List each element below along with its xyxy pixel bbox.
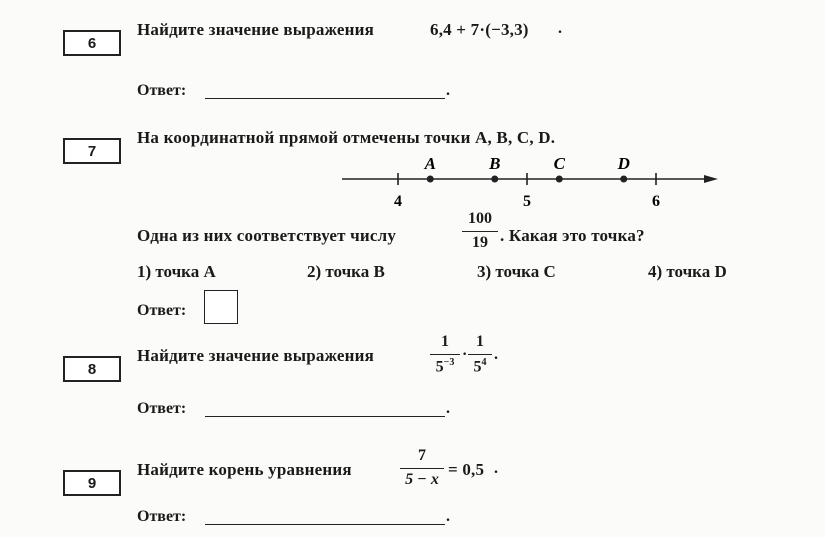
answer-label: Ответ:: [137, 508, 187, 525]
task-6-expression: 6,4 + 7·(−3,3): [430, 20, 529, 39]
answer-line[interactable]: [205, 416, 445, 417]
period: .: [446, 82, 450, 99]
task-number-box: 9: [63, 470, 121, 496]
answer-box[interactable]: [204, 290, 238, 324]
fraction-7-over-5-minus-x: [400, 447, 444, 489]
task-number-box: 8: [63, 356, 121, 382]
point-label-B: B: [489, 154, 501, 173]
period: .: [446, 400, 450, 417]
task-7-question: На координатной прямой отмечены точки A, B, C, D.: [137, 128, 556, 147]
multiply-dot: ·: [462, 346, 468, 363]
period: .: [494, 460, 498, 477]
period: .: [494, 346, 498, 363]
point-label-A: A: [424, 154, 436, 173]
fraction-numerator: 1: [441, 333, 449, 350]
task-8-question: Найдите значение выражения: [137, 346, 375, 365]
answer-line[interactable]: [205, 524, 445, 525]
tick-label: 6: [652, 193, 660, 210]
fraction-denominator: $5^4$: [473, 357, 487, 376]
number-line: [330, 150, 730, 212]
answer-line[interactable]: [205, 98, 445, 99]
task-9-question: Найдите корень уравнения: [137, 460, 352, 479]
point-label-C: C: [553, 154, 565, 173]
answer-label: Ответ:: [137, 82, 187, 99]
task-number-box: 6: [63, 30, 121, 56]
point-A: [427, 176, 434, 183]
fraction-denominator: 5 − x: [405, 471, 439, 488]
task-number-box: 7: [63, 138, 121, 164]
option-2[interactable]: 2) точка B: [307, 262, 385, 281]
fraction-numerator: 1: [476, 333, 484, 350]
point-D: [620, 176, 627, 183]
fraction-denominator: 19: [472, 234, 488, 251]
period: .: [558, 20, 562, 37]
point-B: [491, 176, 498, 183]
task-7-question-2: Одна из них соответствует числу: [137, 226, 397, 245]
option-4[interactable]: 4) точка D: [648, 262, 727, 281]
task-7-question-suffix: . Какая это точка?: [500, 226, 645, 245]
fraction-denominator: $5^{-3}$: [435, 357, 455, 376]
tick-label: 5: [523, 193, 531, 210]
option-1[interactable]: 1) точка A: [137, 262, 216, 281]
fraction-numerator: 100: [468, 210, 492, 227]
fraction-numerator: 7: [418, 447, 426, 464]
equation-rhs: = 0,5: [448, 460, 485, 479]
point-C: [556, 176, 563, 183]
option-3[interactable]: 3) точка C: [477, 262, 556, 281]
tick-label: 4: [394, 193, 402, 210]
number-line-arrow: [704, 175, 718, 183]
answer-label: Ответ:: [137, 302, 187, 319]
task-6-question: Найдите значение выражения: [137, 20, 375, 39]
point-label-D: D: [617, 154, 630, 173]
period: .: [446, 508, 450, 525]
fraction-1-over-5-pow-4: [468, 333, 492, 376]
fraction-1-over-5-pow-neg3: [430, 333, 460, 376]
answer-label: Ответ:: [137, 400, 187, 417]
fraction-100-19: [462, 210, 498, 252]
